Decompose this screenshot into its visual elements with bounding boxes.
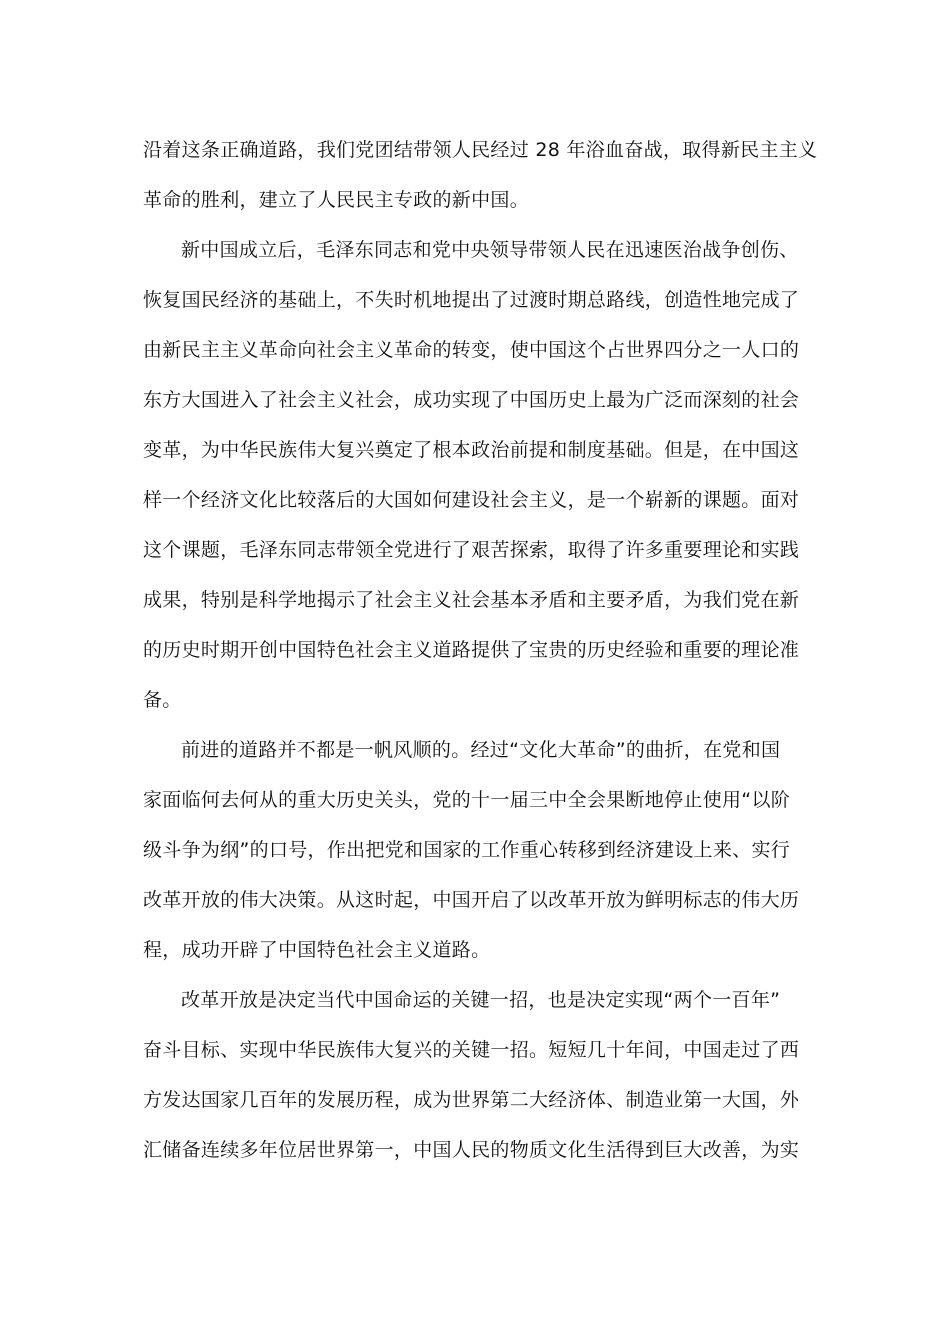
text-line: 家面临何去何从的重大历史关头，党的十一届三中全会果断地停止使用“以阶	[143, 789, 791, 811]
text-line: 汇储备连续多年位居世界第一，中国人民的物质文化生活得到巨大改善，为实	[143, 1139, 800, 1161]
text-line: 改革开放的伟大决策。从这时起，中国开启了以改革开放为鲜明标志的伟大历	[143, 889, 800, 911]
text-line: 沿着这条正确道路，我们党团结带领人民经过 28 年浴血奋战，取得新民主主义	[143, 139, 818, 161]
text-line: 由新民主主义革命向社会主义革命的转变，使中国这个占世界四分之一人口的	[143, 339, 800, 361]
text-line: 东方大国进入了社会主义社会，成功实现了中国历史上最为广泛而深刻的社会	[143, 389, 800, 411]
paragraph-first-line: 新中国成立后，毛泽东同志和党中央领导带领人民在迅速医治战争创伤、	[181, 239, 799, 261]
paragraph-first-line: 改革开放是决定当代中国命运的关键一招，也是决定实现“两个一百年”	[181, 989, 781, 1011]
text-line: 这个课题，毛泽东同志带领全党进行了艰苦探索，取得了许多重要理论和实践	[143, 539, 800, 561]
text-line: 成果，特别是科学地揭示了社会主义社会基本矛盾和主要矛盾，为我们党在新	[143, 589, 800, 611]
text-line: 级斗争为纲”的口号，作出把党和国家的工作重心转移到经济建设上来、实行	[143, 839, 791, 861]
text-line: 变革，为中华民族伟大复兴奠定了根本政治前提和制度基础。但是，在中国这	[143, 439, 800, 461]
body-text	[143, 130, 818, 1180]
text-line: 样一个经济文化比较落后的大国如何建设社会主义，是一个崭新的课题。面对	[143, 489, 800, 511]
paragraph-first-line: 前进的道路并不都是一帆风顺的。经过“文化大革命”的曲折，在党和国	[181, 739, 781, 761]
text-line: 程，成功开辟了中国特色社会主义道路。	[143, 939, 491, 961]
text-line: 奋斗目标、实现中华民族伟大复兴的关键一招。短短几十年间，中国走过了西	[143, 1039, 800, 1061]
text-line: 革命的胜利，建立了人民民主专政的新中国。	[143, 189, 530, 211]
text-line: 方发达国家几百年的发展历程，成为世界第二大经济体、制造业第一大国，外	[143, 1089, 800, 1111]
text-line: 恢复国民经济的基础上，不失时机地提出了过渡时期总路线，创造性地完成了	[143, 289, 800, 311]
text-line: 备。	[143, 689, 182, 711]
text-line: 的历史时期开创中国特色社会主义道路提供了宝贵的历史经验和重要的理论准	[143, 639, 800, 661]
